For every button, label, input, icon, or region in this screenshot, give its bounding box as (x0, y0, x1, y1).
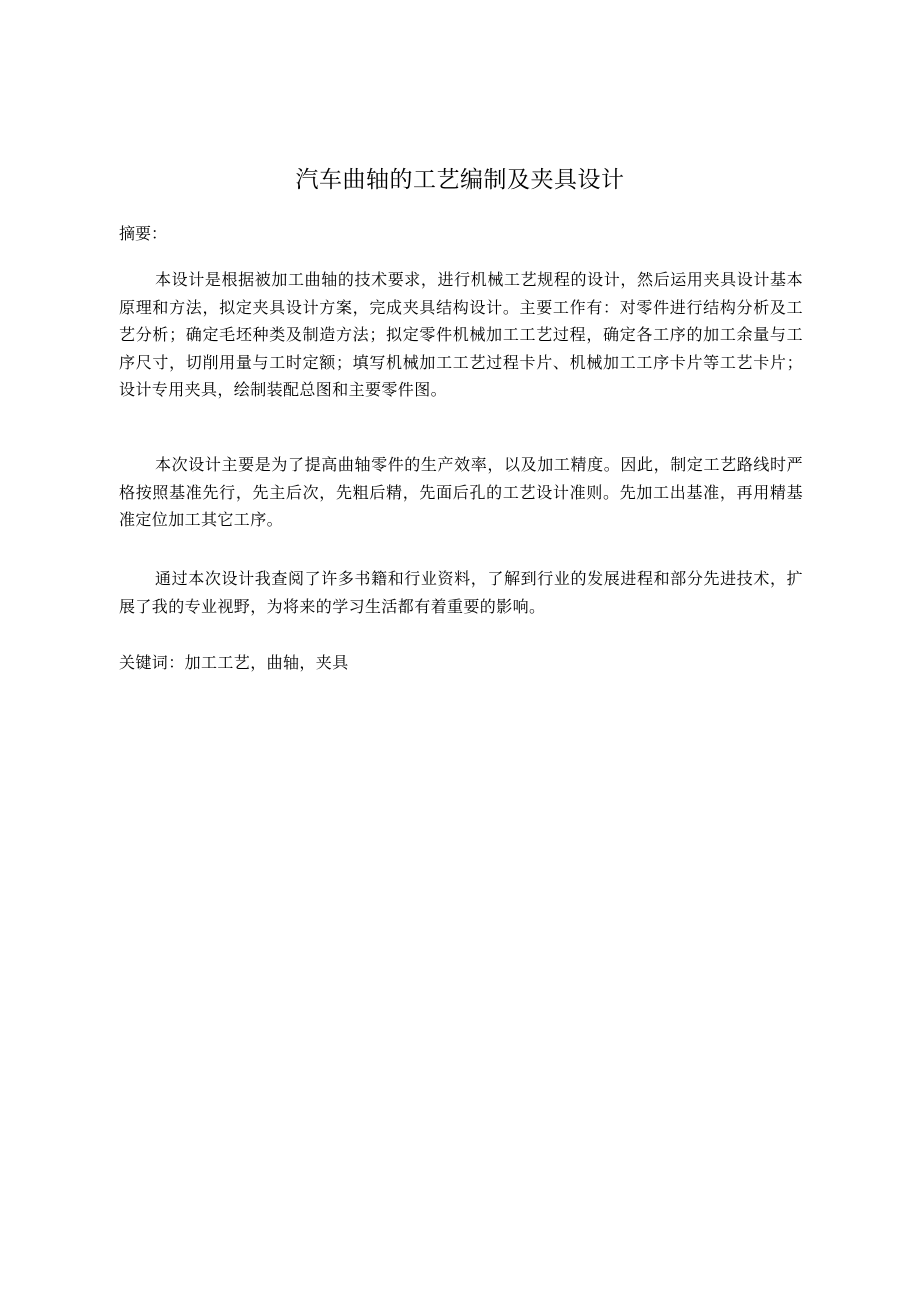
abstract-paragraph-1: 本设计是根据被加工曲轴的技术要求，进行机械工艺规程的设计，然后运用夹具设计基本原理和方法，拟定夹具设计方案，完成夹具结构设计。主要工作有：对零件进行结构分析及工艺分析；确定毛坯种类及制造方法；拟定零件机械加工工艺过程，确定各工序的加工余量与工序尺寸，切削用量与工时定额；填写机械加工工艺过程卡片、机械加工工序卡片等工艺卡片；设计专用夹具，绘制装配总图和主要零件图。 (119, 270, 803, 399)
document-title: 汽车曲轴的工艺编制及夹具设计 (295, 167, 625, 193)
keywords-line (119, 650, 349, 676)
keywords-label: 关键词： (119, 653, 185, 672)
keywords-value: 加工工艺，曲轴，夹具 (184, 653, 349, 672)
abstract-paragraph-3: 通过本次设计我查阅了许多书籍和行业资料，了解到行业的发展进程和部分先进技术，扩展了我的专业视野，为将来的学习生活都有着重要的影响。 (119, 569, 803, 616)
abstract-label: 摘要： (119, 224, 168, 243)
abstract-paragraph-2: 本次设计主要是为了提高曲轴零件的生产效率，以及加工精度。因此，制定工艺路线时严格按照基准先行，先主后次，先粗后精，先面后孔的工艺设计准则。先加工出基准，再用精基准定位加工其它工序。 (119, 455, 803, 529)
